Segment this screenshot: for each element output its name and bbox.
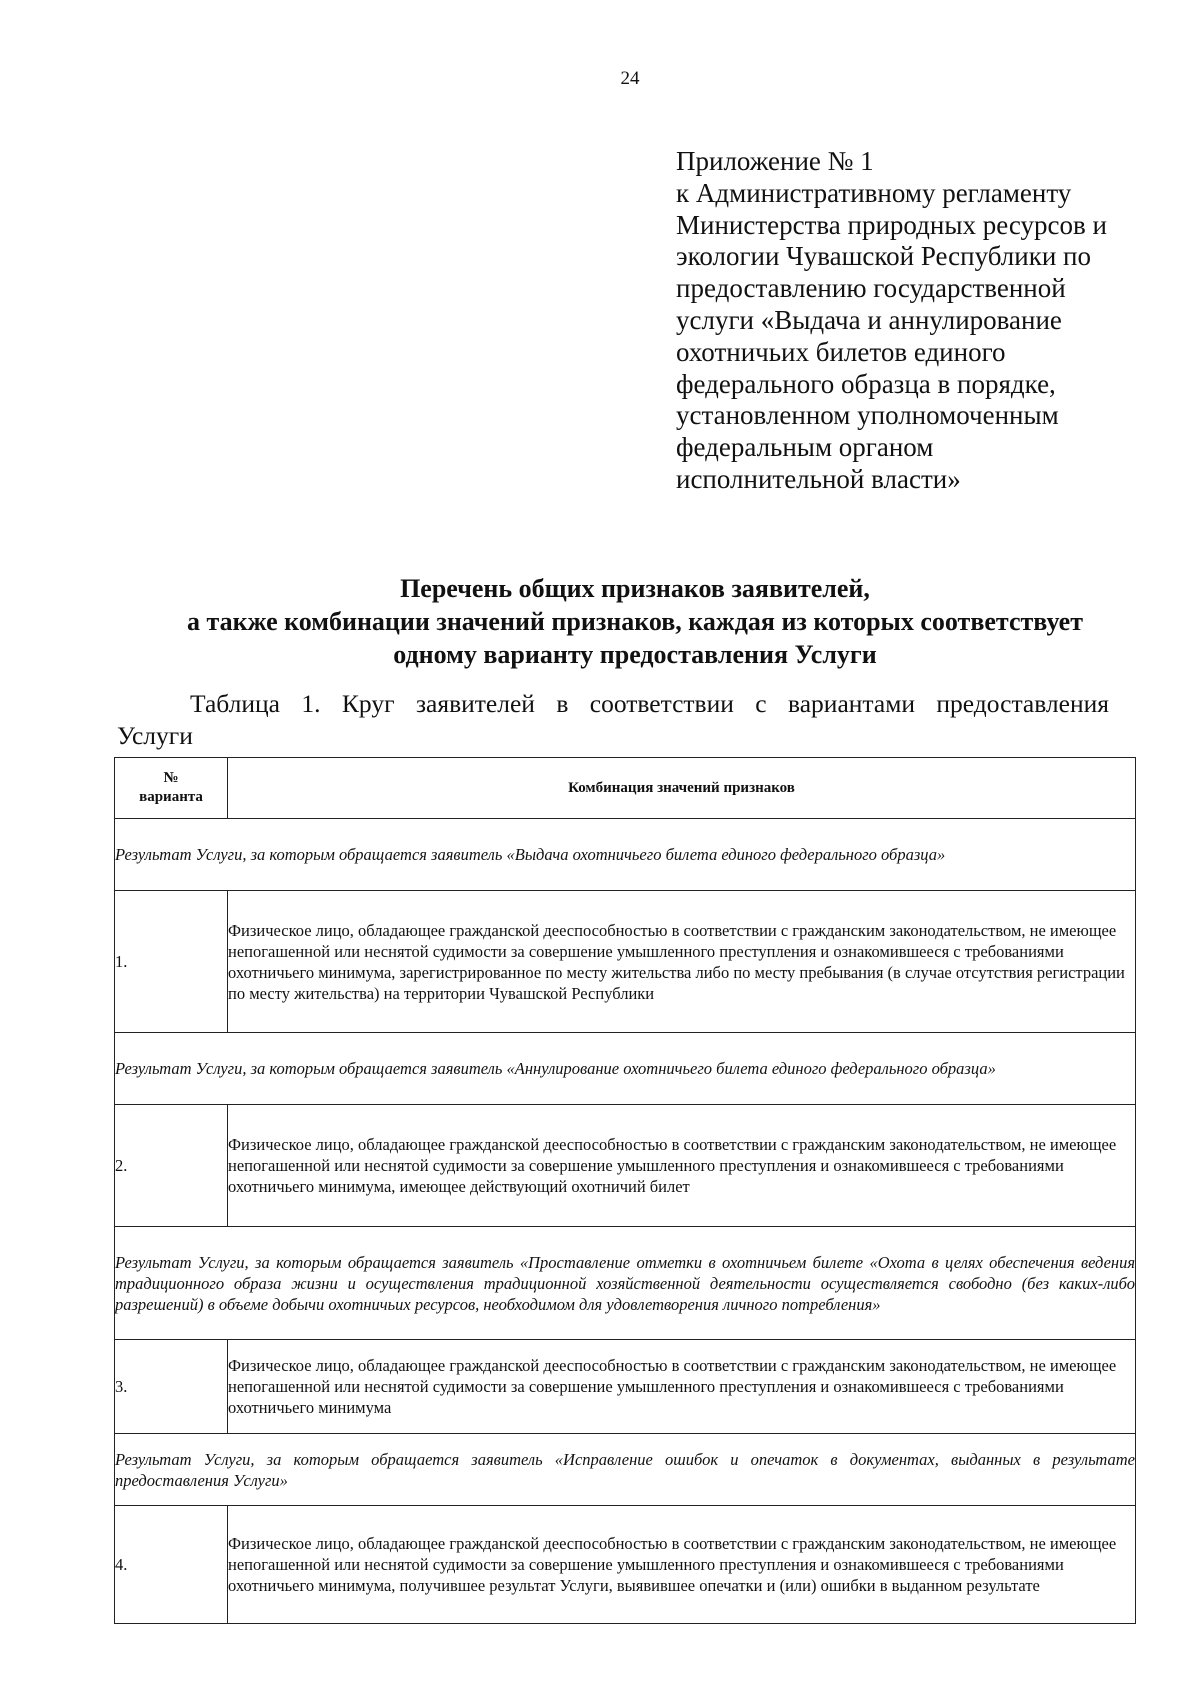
table-caption bbox=[117, 688, 1109, 752]
appendix-line: Министерства природных ресурсов и bbox=[676, 209, 1107, 240]
result-row bbox=[115, 1434, 1136, 1506]
appendix-line: охотничьих билетов единого bbox=[676, 336, 1006, 367]
heading-line: одному варианту предоставления Услуги bbox=[393, 640, 877, 669]
variant-number: 4. bbox=[115, 1506, 228, 1624]
variant-number: 1. bbox=[115, 891, 228, 1033]
header-number-sign: № bbox=[163, 770, 179, 786]
appendix-line: федерального образца в порядке, bbox=[676, 368, 1056, 399]
heading-line: Перечень общих признаков заявителей, bbox=[400, 574, 870, 603]
variant-number: 2. bbox=[115, 1105, 228, 1227]
appendix-line: федеральным органом bbox=[676, 432, 934, 463]
appendix-line: Приложение № 1 bbox=[676, 146, 874, 176]
result-row bbox=[115, 1033, 1136, 1105]
variant-row bbox=[115, 1340, 1136, 1434]
variants-table bbox=[114, 757, 1136, 1624]
variant-row bbox=[115, 891, 1136, 1033]
page-number: 24 bbox=[620, 68, 640, 89]
variant-number: 3. bbox=[115, 1340, 228, 1434]
variant-row bbox=[115, 1506, 1136, 1624]
appendix-reference bbox=[676, 146, 1146, 496]
appendix-line: услуги «Выдача и аннулирование bbox=[676, 304, 1062, 335]
appendix-line: установленном уполномоченным bbox=[676, 400, 1059, 431]
result-cell: Результат Услуги, за которым обращается заявитель «Аннулирование охотничьего билета единого федерального образца» bbox=[115, 1033, 1136, 1105]
header-combination: Комбинация значений признаков bbox=[228, 758, 1136, 819]
document-heading bbox=[100, 572, 1170, 671]
table-caption-line: Таблица 1. Круг заявителей в соответствии с вариантами предоставления bbox=[190, 689, 1109, 718]
header-variant-label: варианта bbox=[139, 789, 203, 805]
variant-description: Физическое лицо, обладающее гражданской дееспособностью в соответствии с гражданским законодательством, не имеющее непогашенной или неснятой судимости за совершение умышленного преступления и ознакомившееся с требованиями охотничьего минимума, получившее результат Услуги, выявившее опечатки и (или) ошибки в выданном результате bbox=[228, 1506, 1136, 1624]
appendix-line: экологии Чувашской Республики по bbox=[676, 241, 1091, 272]
result-cell: Результат Услуги, за которым обращается заявитель «Исправление ошибок и опечаток в документах, выданных в результате предоставления Услуги» bbox=[115, 1434, 1136, 1506]
table-caption-line: Услуги bbox=[117, 721, 193, 750]
variant-description: Физическое лицо, обладающее гражданской дееспособностью в соответствии с гражданским законодательством, не имеющее непогашенной или неснятой судимости за совершение умышленного преступления и ознакомившееся с требованиями охотничьего минимума bbox=[228, 1340, 1136, 1434]
variant-description: Физическое лицо, обладающее гражданской дееспособностью в соответствии с гражданским законодательством, не имеющее непогашенной или неснятой судимости за совершение умышленного преступления и ознакомившееся с требованиями охотничьего минимума, зарегистрированное по месту жительства либо по месту пребывания (в случае отсутствия регистрации по месту жительства) на территории Чувашской Республики bbox=[228, 891, 1136, 1033]
appendix-line: предоставлению государственной bbox=[676, 273, 1066, 304]
variant-row bbox=[115, 1105, 1136, 1227]
appendix-line: к Административному регламенту bbox=[676, 177, 1072, 208]
table-header-row bbox=[115, 758, 1136, 819]
result-cell: Результат Услуги, за которым обращается заявитель «Проставление отметки в охотничьем билете «Охота в целях обеспечения ведения традиционного образа жизни и осуществления традиционной хозяйственной деятельности осуществляется свободно (без каких-либо разрешений) в объеме добычи охотничьих ресурсов, необходимом для удовлетворения личного потребления» bbox=[115, 1227, 1136, 1340]
result-cell: Результат Услуги, за которым обращается заявитель «Выдача охотничьего билета единого федерального образца» bbox=[115, 819, 1136, 891]
appendix-line: исполнительной власти» bbox=[676, 463, 961, 494]
header-variant-number bbox=[115, 758, 228, 819]
result-row bbox=[115, 1227, 1136, 1340]
heading-line: а также комбинации значений признаков, каждая из которых соответствует bbox=[187, 607, 1083, 636]
variant-description: Физическое лицо, обладающее гражданской дееспособностью в соответствии с гражданским законодательством, не имеющее непогашенной или неснятой судимости за совершение умышленного преступления и ознакомившееся с требованиями охотничьего минимума, имеющее действующий охотничий билет bbox=[228, 1105, 1136, 1227]
result-row bbox=[115, 819, 1136, 891]
